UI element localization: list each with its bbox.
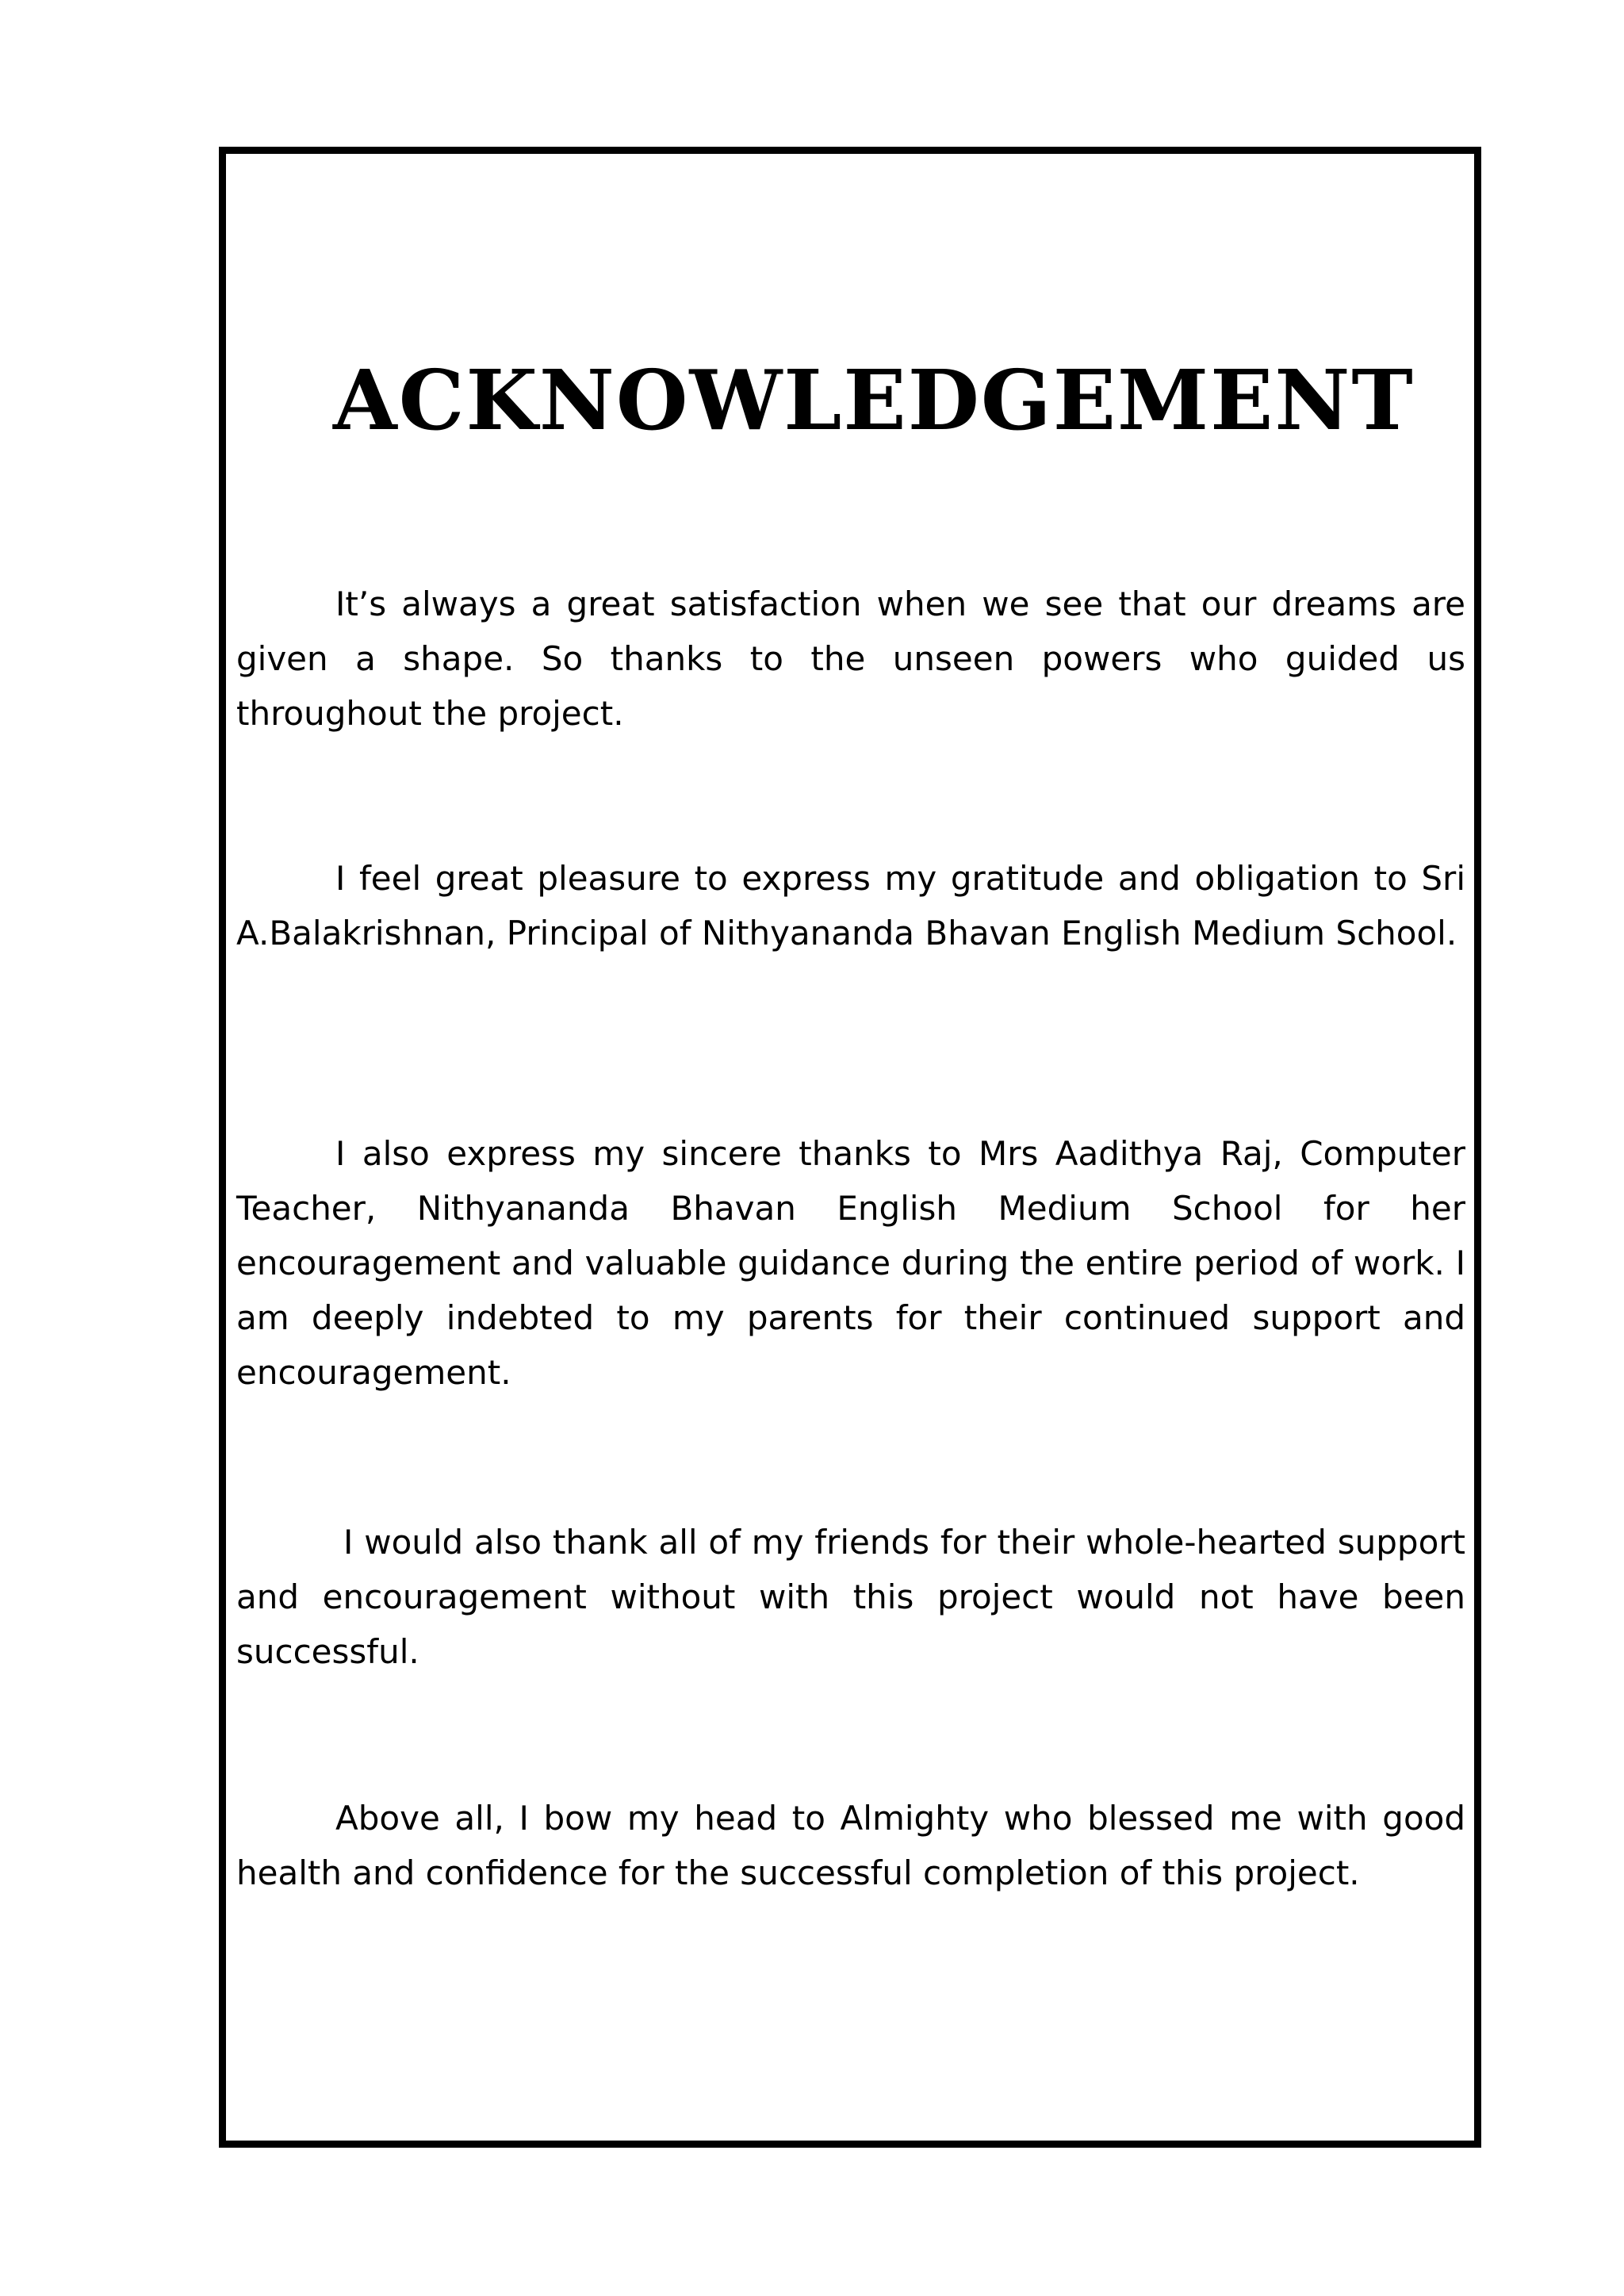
paragraph-thanks-teacher-parents: I also express my sincere thanks to Mrs Aadithya Raj, Computer Teacher, Nithyananda Bhavan English Medium School for her encouragement and valuable guidance during the entire period of work. I am deeply indebted to my parents for their continued support and encouragement. bbox=[236, 1134, 1465, 1392]
page-title: ACKNOWLEDGEMENT bbox=[333, 351, 1415, 449]
paragraph-thanks-friends: I would also thank all of my friends for their whole-hearted support and encouragement without with this project would not have been successful. bbox=[236, 1523, 1465, 1671]
paragraph-gratitude-principal: I feel great pleasure to express my gratitude and obligation to Sri A.Balakrishnan, Principal of Nithyananda Bhavan English Medium School. bbox=[236, 859, 1465, 953]
paragraph-thanks-almighty: Above all, I bow my head to Almighty who blessed me with good health and confidence for the successful completion of this project. bbox=[236, 1799, 1465, 1892]
paragraph-thanks-unseen-powers: It’s always a great satisfaction when we see that our dreams are given a shape. So thanks to the unseen powers who guided us throughout the project. bbox=[236, 585, 1465, 733]
